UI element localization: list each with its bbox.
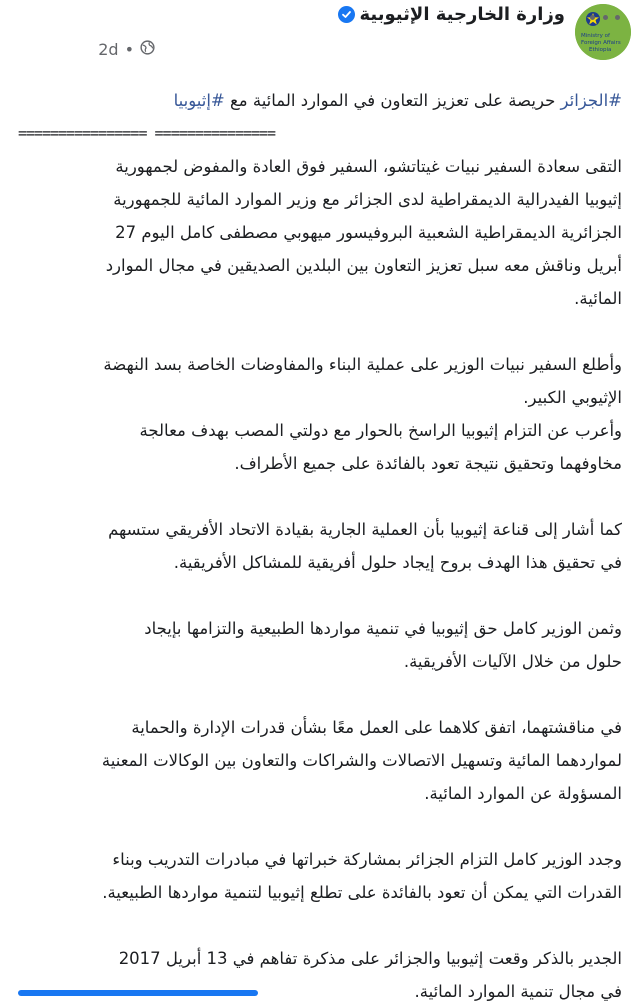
text-line: في مجال تنمية الموارد المائية. [414, 982, 622, 1001]
page-name[interactable] [338, 4, 566, 25]
text-line: وثمن الوزير كامل حق إثيوبيا في تنمية مواردها الطبيعية والتزامها بإيجاد [144, 619, 622, 638]
text-line: مخاوفهما وتحقيق نتيجة تعود بالفائدة على جميع الأطراف. [234, 454, 622, 473]
text-line: في تحقيق هذا الهدف بروح إيجاد حلول أفريقية للمشاكل الأفريقية. [173, 553, 622, 572]
text-line: لمواردهما المائية وتسهيل الاتصالات والشراكات والتعاون بين الوكالات المعنية [101, 751, 622, 770]
text-line: في مناقشتهما، اتفق كلاهما على العمل معًا بشأن قدرات الإدارة والحماية [131, 718, 622, 737]
text-line: أبريل وناقش معه سبل تعزيز التعاون بين البلدين الصديقين في مجال الموارد [105, 256, 622, 275]
title-text: حريصة على تعزيز التعاون في الموارد المائية مع [224, 91, 561, 110]
verified-badge-icon [338, 6, 355, 23]
svg-text:Ethiopia: Ethiopia [589, 47, 612, 53]
text-line: وأعرب عن التزام إثيوبيا الراسخ بالحوار مع دولتي المصب بهدف معالجة [139, 421, 622, 440]
hashtag-algeria[interactable]: #الجزائر [560, 91, 622, 110]
paragraph-5 [18, 612, 622, 678]
paragraph-1 [18, 150, 622, 315]
svg-text:Ministry of: Ministry of [581, 33, 610, 39]
paragraph-8 [18, 942, 622, 1008]
post-time[interactable]: 2d [98, 40, 119, 59]
text-line: القدرات التي يمكن أن تعود بالفائدة على تطلع إثيوبيا لتنمية مواردها الطبيعية. [102, 883, 622, 902]
text-line: الجزائرية الديمقراطية الشعبية البروفيسور ميهوبي مصطفى كامل اليوم 27 [115, 223, 622, 242]
globe-icon[interactable] [140, 40, 155, 59]
text-line: التقى سعادة السفير نبيات غيتاتشو، السفير فوق العادة والمفوض لجمهورية [115, 157, 622, 176]
text-line: حلول من خلال الآليات الأفريقية. [403, 652, 622, 671]
post-meta [98, 40, 155, 59]
separator-line: ================ =============== [18, 124, 275, 142]
paragraph-3 [18, 414, 622, 480]
text-line: إثيوبيا الفيدرالية الديمقراطية لدى الجزائر مع وزير الموارد المائية للجمهورية [113, 190, 622, 209]
svg-text:Foreign Affairs: Foreign Affairs [581, 40, 621, 46]
text-line: وأطلع السفير نبيات الوزير على عملية البناء والمفاوضات الخاصة بسد النهضة [103, 355, 622, 374]
paragraph-4 [18, 513, 622, 579]
text-line: المائية. [574, 289, 622, 308]
more-options-icon[interactable] [590, 8, 620, 26]
bottom-accent-bar [18, 990, 258, 996]
post-header [0, 0, 639, 72]
text-line: المسؤولة عن الموارد المائية. [424, 784, 622, 803]
post-body [18, 84, 622, 1008]
meta-separator: • [124, 40, 134, 59]
text-line: وجدد الوزير كامل التزام الجزائر بمشاركة خبراتها في مبادرات التدريب وبناء [112, 850, 622, 869]
text-line: الجدير بالذكر وقعت إثيوبيا والجزائر على مذكرة تفاهم في 13 أبريل 2017 [118, 949, 622, 968]
text-line: كما أشار إلى قناعة إثيوبيا بأن العملية الجارية بقيادة الاتحاد الأفريقي ستسهم [108, 520, 622, 539]
text-line: الإثيوبي الكبير. [523, 388, 622, 407]
post-title [18, 84, 622, 117]
paragraph-2 [18, 348, 622, 414]
hashtag-ethiopia[interactable]: #إثيوبيا [173, 91, 225, 110]
paragraph-7 [18, 843, 622, 909]
paragraph-6 [18, 711, 622, 810]
page-name-label[interactable]: وزارة الخارجية الإثيوبية [359, 4, 565, 25]
